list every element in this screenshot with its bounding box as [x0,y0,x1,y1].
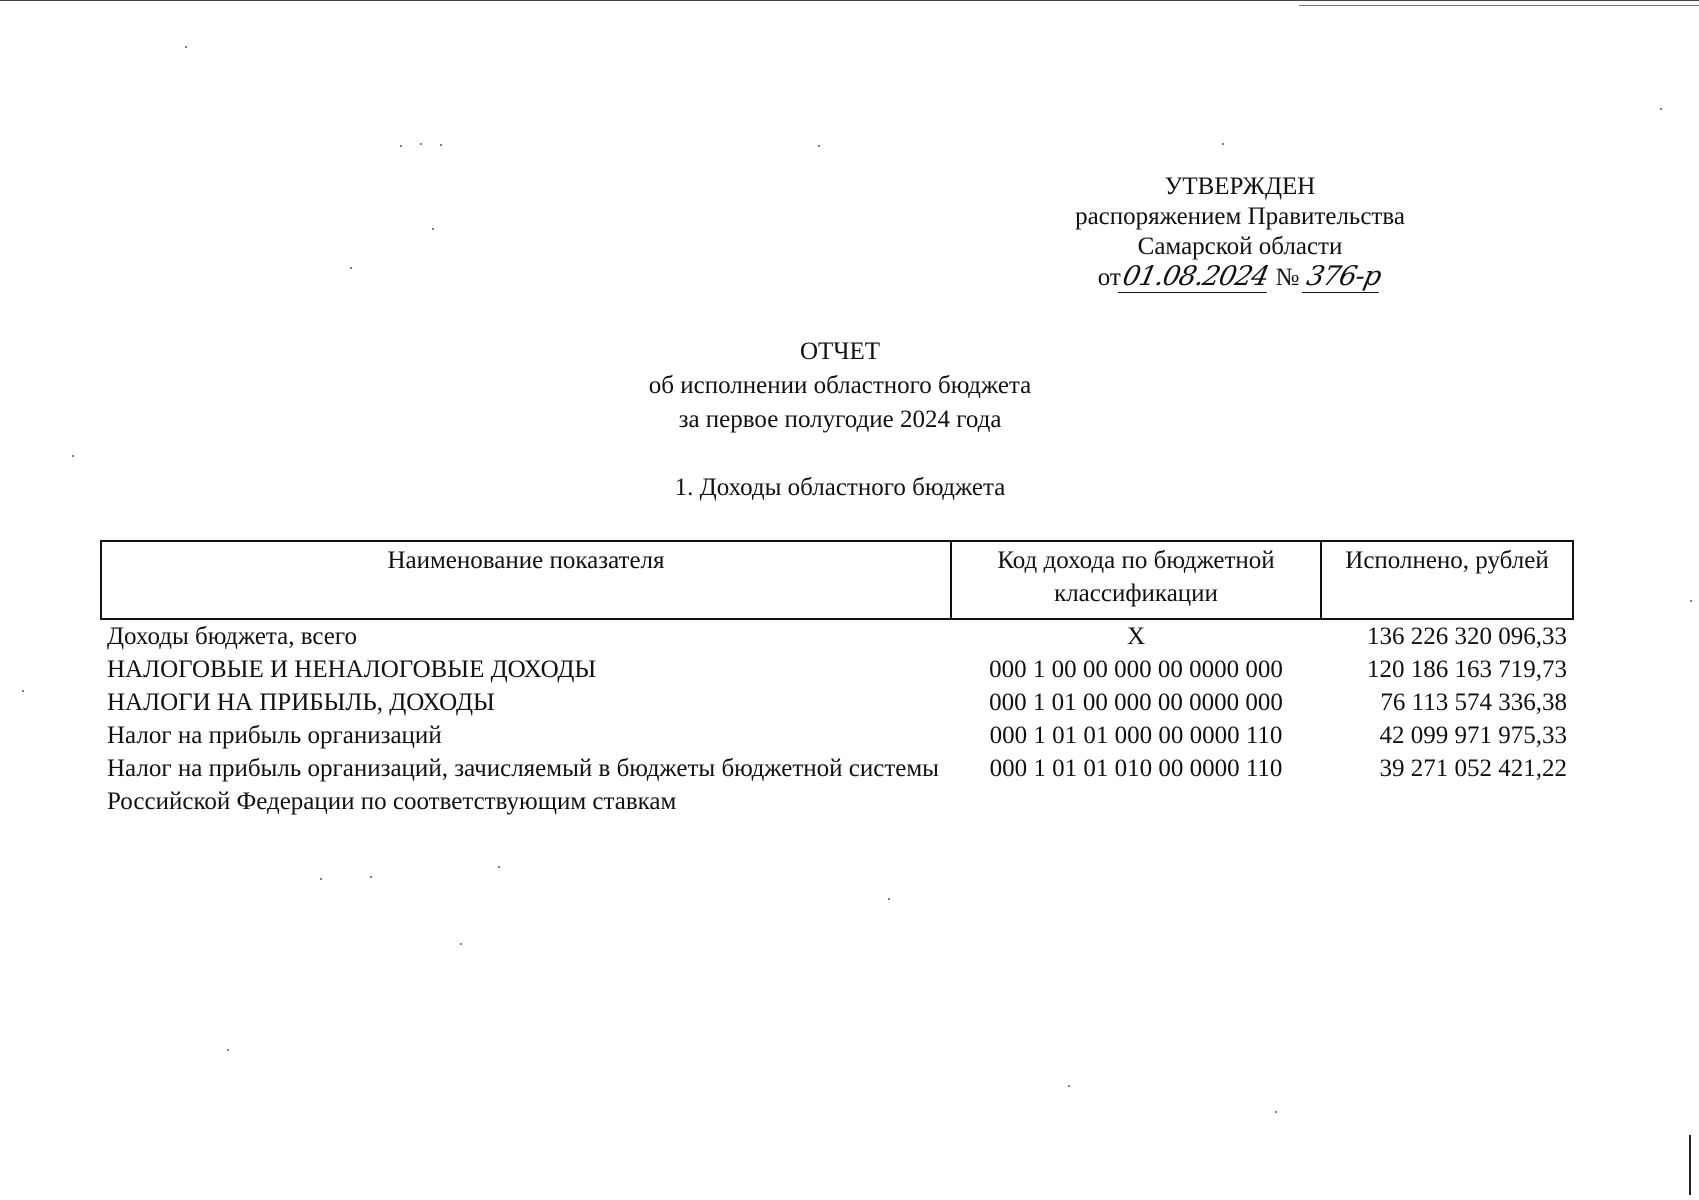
report-title-block [440,335,1240,437]
row-name: НАЛОГОВЫЕ И НЕНАЛОГОВЫЕ ДОХОДЫ [107,656,597,683]
scan-speck [818,145,820,147]
approval-number-sign: № [1275,264,1300,291]
scan-speck [498,866,500,868]
row-value: 136 226 320 096,33 [1367,623,1567,650]
scan-speck [350,267,352,269]
table-row [101,653,1573,686]
approval-title: УТВЕРЖДЕН [1164,173,1316,200]
row-code: 000 1 00 00 000 00 0000 000 [989,656,1283,683]
approval-date-line [1040,262,1440,293]
header-name: Наименование показателя [101,541,951,619]
scan-speck [370,876,372,878]
row-name: Налог на прибыль организаций, зачисляемый в бюджеты бюджетной системы Российской Федерации по соответствующим ставкам [107,755,939,815]
row-code: X [1126,623,1146,650]
row-value: 42 099 971 975,33 [1379,722,1567,749]
approval-date-prefix: от [1097,264,1121,291]
income-table [100,540,1574,818]
row-name: Налог на прибыль организаций [107,722,442,749]
approval-number-handwritten: 376-р [1302,262,1386,293]
scan-speck [420,143,422,145]
scan-speck [460,943,462,945]
scan-speck [227,1049,229,1051]
table-row [101,719,1573,752]
row-value: 120 186 163 719,73 [1367,656,1567,683]
scan-speck [400,145,402,147]
scan-speck [1275,1111,1277,1113]
header-code: Код дохода по бюджетной классификации [951,541,1321,619]
income-table-header [101,541,1573,619]
report-subtitle-1: об исполнении областного бюджета [648,372,1032,399]
approval-date-handwritten: 01.08.2024 [1118,262,1273,293]
scan-speck [72,455,74,457]
scan-speck [320,878,322,880]
income-table-body [101,619,1573,818]
row-value: 39 271 052 421,22 [1379,755,1567,782]
scan-speck [1660,108,1662,110]
scan-top-edge-line [0,0,1699,1]
income-table-container [100,540,1572,818]
scan-speck [22,690,24,692]
row-name: Доходы бюджета, всего [107,623,358,650]
row-value: 76 113 574 336,38 [1380,689,1567,716]
report-subtitle-2: за первое полугодие 2024 года [678,406,1002,433]
row-code: 000 1 01 00 000 00 0000 000 [989,689,1283,716]
scan-speck [440,144,442,146]
row-name: НАЛОГИ НА ПРИБЫЛЬ, ДОХОДЫ [107,689,495,716]
table-row [101,686,1573,719]
scan-top-right-line [1299,5,1699,6]
section-title: 1. Доходы областного бюджета [674,474,1006,501]
header-value: Исполнено, рублей [1321,541,1573,619]
scan-edge-mark [1689,1135,1691,1195]
report-title: ОТЧЕТ [799,338,881,365]
table-row [101,752,1573,818]
approval-line-1: распоряжением Правительства [1075,203,1405,230]
approval-block [1040,172,1440,293]
scan-speck [1222,143,1224,145]
scan-speck [888,898,890,900]
scan-speck [1690,600,1692,602]
approval-line-2: Самарской области [1137,233,1343,260]
row-code: 000 1 01 01 000 00 0000 110 [989,722,1283,749]
scan-speck [185,46,187,48]
row-code: 000 1 01 01 010 00 0000 110 [989,755,1283,782]
header-row [101,541,1573,619]
scan-speck [432,228,434,230]
table-row [101,619,1573,653]
scan-speck [1068,1085,1070,1087]
